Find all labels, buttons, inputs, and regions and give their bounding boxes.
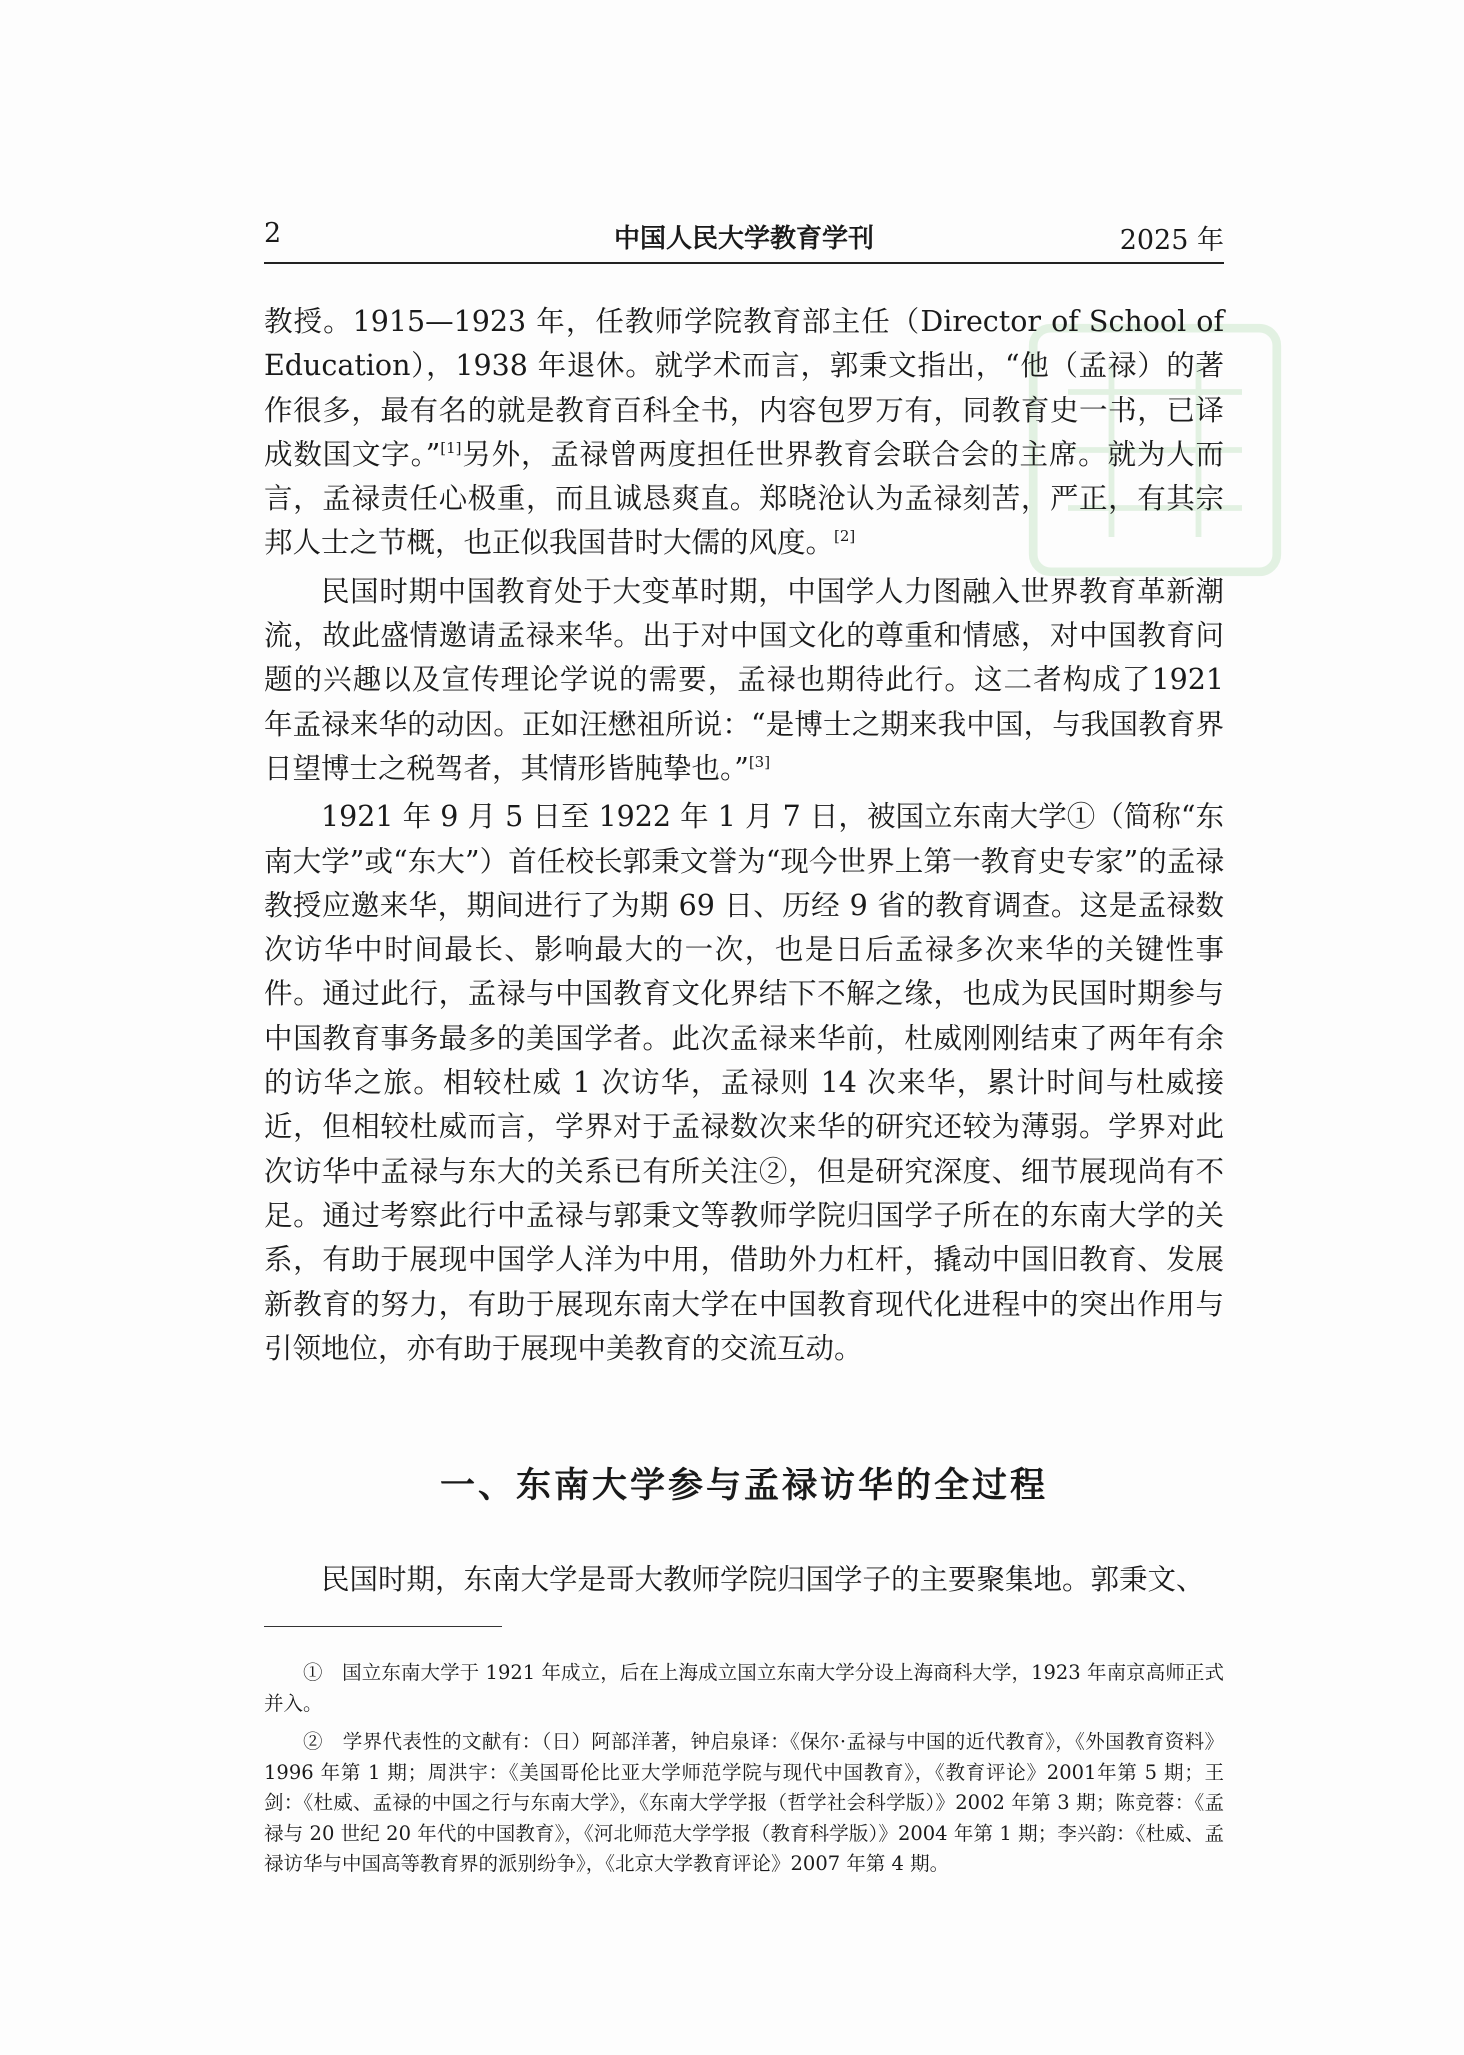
paragraph-1-tail: 另外，孟禄曾两度担任世界教育会联合会的主席。就为人而言，孟禄责任心极重，而且诚恳爽直。郑晓沧认为孟禄刻苦，严正，有其宗邦人士之节概，也正似我国昔时大儒的风度。	[264, 437, 1224, 560]
paragraph-1	[264, 300, 1224, 566]
journal-title: 中国人民大学教育学刊	[613, 224, 874, 254]
footnote-2: ② 学界代表性的文献有：（日）阿部洋著，钟启泉译：《保尔·孟禄与中国的近代教育》，《外国教育资料》1996 年第 1 期；周洪宇：《美国哥伦比亚大学师范学院与现代中国教育》，《教育评论》2001年第 5 期；王剑：《杜威、孟禄的中国之行与东南大学》，《东南大学学报（哲学社会科学版）》2002 年第 3 期；陈竞蓉：《孟禄与 20 世纪 20 年代的中国教育》，《河北师范大学学报（教育科学版）》2004 年第 1 期；李兴韵：《杜威、孟禄访华与中国高等教育界的派别纷争》，《北京大学教育评论》2007 年第 4 期。	[264, 1730, 1224, 1875]
article-body	[264, 300, 1224, 1375]
paragraph-3: 1921 年 9 月 5 日至 1922 年 1 月 7 日，被国立东南大学①（简称“东南大学”或“东大”）首任校长郭秉文誉为“现今世界上第一教育史专家”的孟禄教授应邀来华，期间进行了为期 69 日、历经 9 省的教育调查。这是孟禄数次访华中时间最长、影响最大的一次，也是日后孟禄多次来华的关键性事件。通过此行，孟禄与中国教育文化界结下不解之缘，也成为民国时期参与中国教育事务最多的美国学者。此次孟禄来华前，杜威刚刚结束了两年有余的访华之旅。相较杜威 1 次访华，孟禄则 14 次来华，累计时间与杜威接近，但相较杜威而言，学界对于孟禄数次来华的研究还较为薄弱。学界对此次访华中孟禄与东大的关系已有所关注②，但是研究深度、细节展现尚有不足。通过考察此行中孟禄与郭秉文等教师学院归国学子所在的东南大学的关系，有助于展现中国学人洋为中用，借助外力杠杆，撬动中国旧教育、发展新教育的努力，有助于展现东南大学在中国教育现代化进程中的突出作用与引领地位，亦有助于展现中美教育的交流互动。	[264, 800, 1224, 1365]
citation-ref: [1]	[440, 438, 462, 457]
paragraph-1-text: 教授。1915—1923 年，任教师学院教育部主任（Director of School of Education），1938 年退休。就学术而言，郭秉文指出，“他（孟禄）的著作很多，最有名的就是教育百科全书，内容包罗万有，同教育史一书，已译成数国文字。”	[264, 305, 1224, 471]
citation-ref: [2]	[834, 527, 856, 546]
running-header	[264, 218, 1224, 264]
paragraph-2-text: 民国时期中国教育处于大变革时期，中国学人力图融入世界教育革新潮流，故此盛情邀请孟禄来华。出于对中国文化的尊重和情感，对中国教育问题的兴趣以及宣传理论学说的需要，孟禄也期待此行。这二者构成了1921 年孟禄来华的动因。正如汪懋祖所说：“是博士之期来我中国，与我国教育界日望博士之税驾者，其情形皆肫挚也。”	[264, 574, 1224, 785]
section-heading: 一、东南大学参与孟禄访华的全过程	[439, 1465, 1048, 1506]
footnote-1: ① 国立东南大学于 1921 年成立，后在上海成立国立东南大学分设上海商科大学，1923 年南京高师正式并入。	[264, 1661, 1224, 1715]
section-first-line: 民国时期，东南大学是哥大教师学院归国学子的主要聚集地。郭秉文、	[321, 1563, 1205, 1596]
page-number: 2	[264, 218, 282, 249]
footnote-divider	[264, 1626, 502, 1627]
issue-year: 2025 年	[1119, 225, 1224, 256]
citation-ref: [3]	[748, 752, 771, 771]
paragraph-2	[264, 570, 1224, 791]
footnotes	[264, 1658, 1224, 1888]
